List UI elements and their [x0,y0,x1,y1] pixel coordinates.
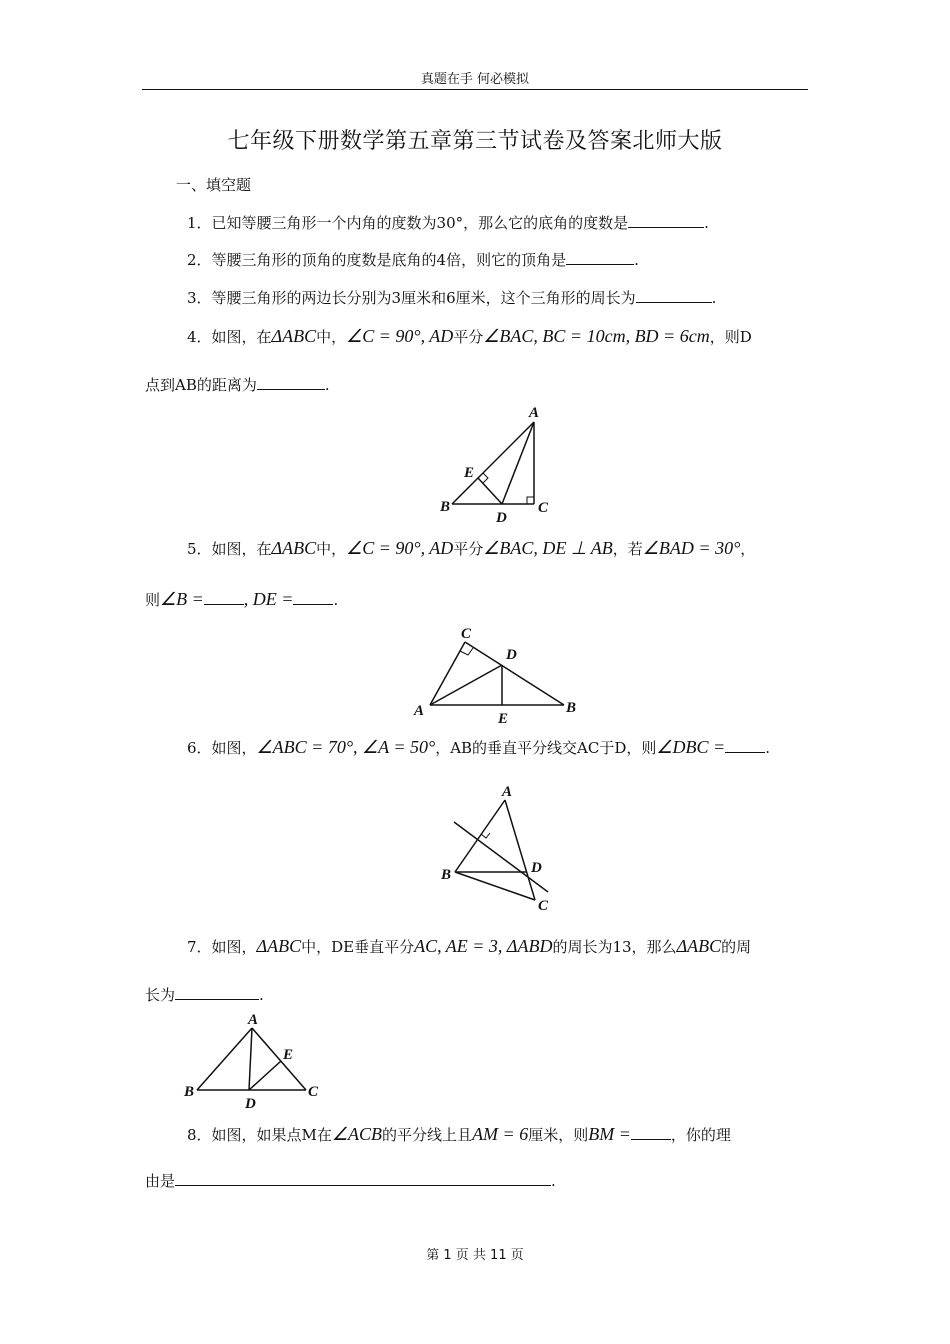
vertex-label-b: B [440,499,451,515]
vertex-label-b: B [184,1084,195,1100]
question-1-text: 1．已知等腰三角形一个内角的度数为30°，那么它的底角的度数是 [187,214,629,232]
vertex-label-b: B [441,867,452,883]
vertex-label-a: A [248,1012,259,1028]
answer-blank[interactable] [293,590,333,605]
answer-blank[interactable] [204,590,244,605]
question-3: 3．等腰三角形的两边长分别为3厘米和6厘米，这个三角形的周长为 . [187,289,717,307]
page-title: 七年级下册数学第五章第三节试卷及答案北师大版 [227,129,723,154]
question-1: 1．已知等腰三角形一个内角的度数为30°，那么它的底角的度数是 . [187,214,709,232]
vertex-label-e: E [464,465,475,481]
question-4: 4．如图，在ΔABC中，∠C = 90°, AD平分∠BAC, BC = 10cm, BD = 6cm，则D [187,326,752,346]
answer-blank[interactable] [175,1171,551,1186]
question-8-line-2: 由是 . [145,1172,556,1190]
figure-5 [410,622,590,727]
question-5: 5．如图，在ΔABC中，∠C = 90°, AD平分∠BAC, DE ⊥ AB，若∠BAD = 30°， [187,538,756,558]
question-2-text: 2．等腰三角形的顶角的度数是底角的4倍，则它的顶角是 [187,251,567,269]
vertex-label-c: C [538,500,549,516]
answer-blank[interactable] [175,985,259,1000]
question-5-line-2: 则∠B = , DE = . [145,589,339,609]
question-7: 7．如图，ΔABC中，DE垂直平分AC, AE = 3, ΔABD的周长为13，那么ΔABC的周 [187,936,752,956]
page-footer: 第 1 页 共 11 页 [426,1248,524,1263]
vertex-label-d: D [531,860,542,876]
page-header: 真题在手 何必模拟 [420,72,530,87]
question-8: 8．如图，如果点M在∠ACB的平分线上且AM = 6厘米，则BM = ，你的理 [187,1124,731,1144]
figure-7 [180,1008,330,1113]
vertex-label-a: A [414,703,425,719]
vertex-label-a: A [529,405,540,421]
question-7-line-2: 长为 . [145,986,264,1004]
vertex-label-e: E [498,711,509,727]
question-4-line-2: 点到AB的距离为 . [145,376,330,394]
answer-blank[interactable] [631,1125,671,1140]
vertex-label-d: D [245,1096,256,1112]
answer-blank[interactable] [257,375,325,390]
header-divider [142,89,808,90]
figure-6 [438,782,563,917]
figure-4 [430,400,560,525]
vertex-label-c: C [538,898,549,914]
question-3-text: 3．等腰三角形的两边长分别为3厘米和6厘米，这个三角形的周长为 [187,289,636,307]
section-heading: 一、填空题 [176,176,252,194]
vertex-label-d: D [506,647,517,663]
vertex-label-e: E [283,1047,294,1063]
vertex-label-d: D [496,510,507,526]
vertex-label-a: A [502,784,513,800]
vertex-label-c: C [308,1084,319,1100]
answer-blank[interactable] [566,250,634,265]
vertex-label-b: B [566,700,577,716]
vertex-label-c: C [461,626,472,642]
question-6: 6．如图，∠ABC = 70°, ∠A = 50°，AB的垂直平分线交AC于D，则∠DBC = . [187,737,770,757]
answer-blank[interactable] [628,213,704,228]
question-2: 2．等腰三角形的顶角的度数是底角的4倍，则它的顶角是 . [187,251,639,269]
answer-blank[interactable] [636,288,712,303]
answer-blank[interactable] [725,738,765,753]
